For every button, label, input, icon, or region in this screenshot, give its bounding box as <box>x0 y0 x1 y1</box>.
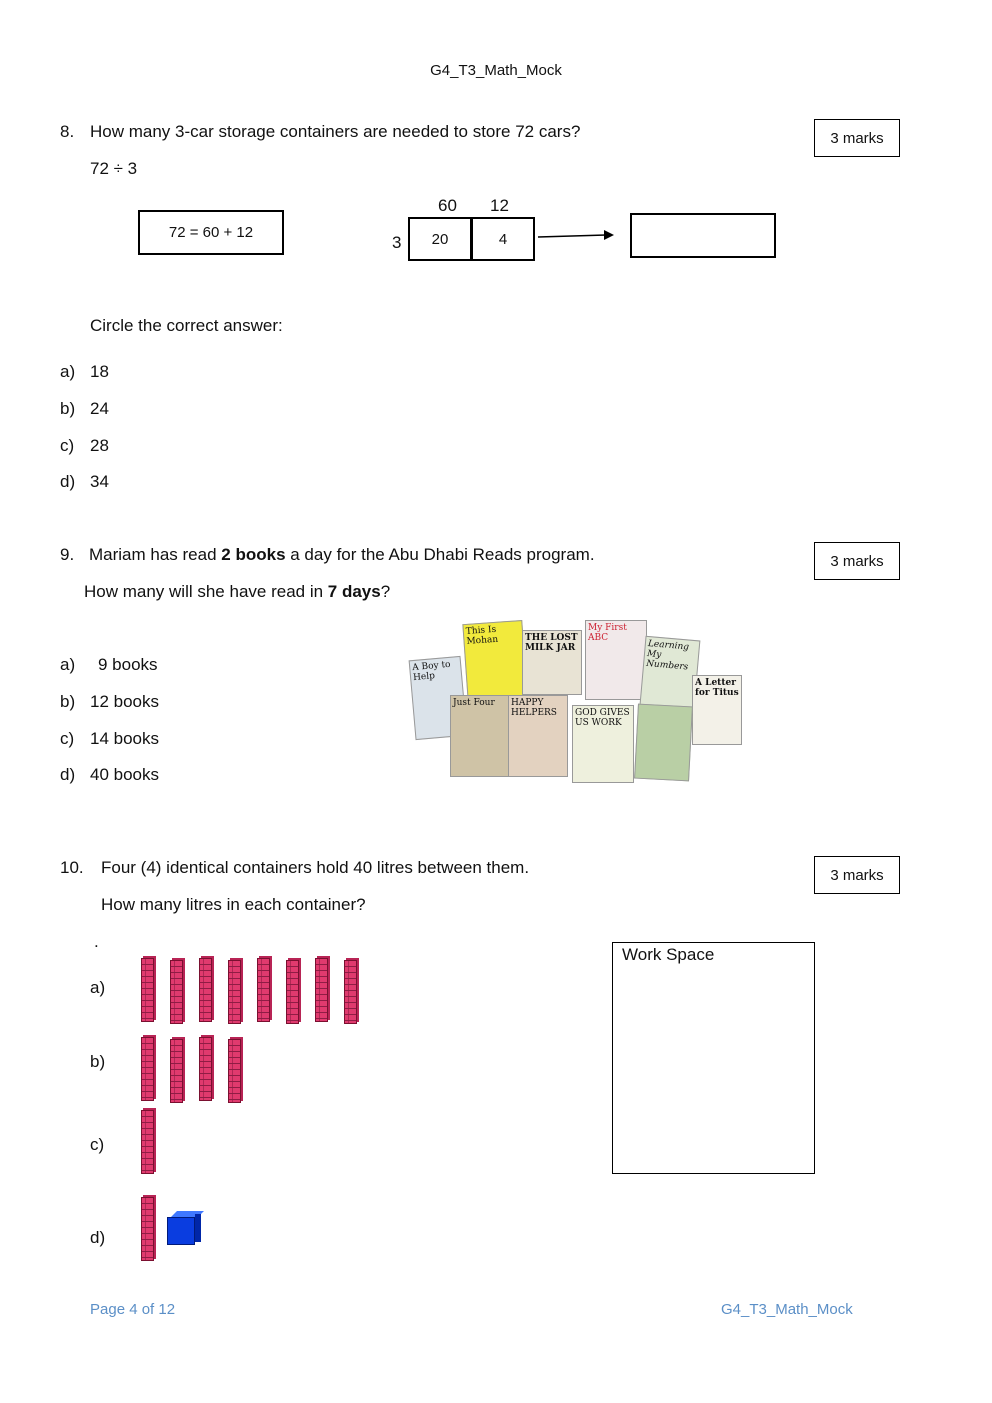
ten-rod <box>228 1039 241 1103</box>
book-cover: THE LOST MILK JAR <box>522 630 582 695</box>
ten-rod <box>141 1037 154 1101</box>
book-cover: Learning My Numbers <box>639 636 701 720</box>
q9-option-d[interactable]: 40 books <box>90 765 159 784</box>
area-model-cell-right: 4 <box>471 217 535 261</box>
area-model-top-right: 12 <box>490 196 509 215</box>
q9-subquestion: How many will she have read in 7 days? <box>84 582 391 601</box>
footer-page-number: Page 4 of 12 <box>90 1301 176 1318</box>
footer-doc-title: G4_T3_Math_Mock <box>721 1301 853 1318</box>
q9-option-b[interactable]: 12 books <box>90 692 159 711</box>
q9-option-a-letter: a) <box>60 655 76 674</box>
work-space-box[interactable] <box>612 942 815 1174</box>
q10-question: Four (4) identical containers hold 40 litres between them. <box>101 858 530 877</box>
q8-option-a[interactable]: 18 <box>90 362 109 381</box>
q9-marks: 3 marks <box>814 542 900 580</box>
arrow-icon <box>536 226 618 246</box>
q9-option-c-letter: c) <box>60 729 75 748</box>
q9-question: Mariam has read 2 books a day for the Abu Dhabi Reads program. <box>89 545 595 564</box>
q9-number: 9. <box>60 545 75 564</box>
q8-expression: 72 ÷ 3 <box>90 159 138 178</box>
q9-option-c[interactable]: 14 books <box>90 729 159 748</box>
area-model-top-left: 60 <box>438 196 457 215</box>
ten-rod <box>286 960 299 1024</box>
decomposition-box: 72 = 60 + 12 <box>138 210 284 255</box>
q10-number: 10. <box>60 858 84 877</box>
q8-answer-box[interactable] <box>630 213 776 258</box>
q8-question: How many 3-car storage containers are needed to store 72 cars? <box>90 122 581 141</box>
area-model-cell-left: 20 <box>408 217 472 261</box>
q8-option-c[interactable]: 28 <box>90 436 109 455</box>
ten-rod <box>170 1039 183 1103</box>
unit-cube <box>167 1217 195 1245</box>
book-cover: HAPPY HELPERS <box>508 695 568 777</box>
q8-option-d-letter: d) <box>60 472 76 491</box>
books-illustration <box>410 620 745 785</box>
ten-rod <box>170 960 183 1024</box>
q10-option-b-letter: b) <box>90 1052 106 1071</box>
ten-rod <box>199 958 212 1022</box>
ten-rod <box>344 960 357 1024</box>
ten-rod <box>228 960 241 1024</box>
q10-dot: . <box>94 932 99 951</box>
ten-rod <box>141 958 154 1022</box>
q9-option-d-letter: d) <box>60 765 76 784</box>
q10-option-a-letter: a) <box>90 978 106 997</box>
ten-rod <box>141 1110 154 1174</box>
ten-rod <box>315 958 328 1022</box>
book-cover: A Boy to Help <box>409 656 468 740</box>
book-cover <box>634 704 693 782</box>
book-cover: GOD GIVES US WORK <box>572 705 634 783</box>
book-cover: Just Four <box>450 695 510 777</box>
q8-option-c-letter: c) <box>60 436 75 455</box>
q9-option-b-letter: b) <box>60 692 76 711</box>
q8-option-d[interactable]: 34 <box>90 472 109 491</box>
q8-option-a-letter: a) <box>60 362 76 381</box>
q9-option-a[interactable]: 9 books <box>98 655 158 674</box>
ten-rod <box>141 1197 154 1261</box>
q10-marks: 3 marks <box>814 856 900 894</box>
work-space-label: Work Space <box>622 945 715 964</box>
ten-rod <box>199 1037 212 1101</box>
q10-subquestion: How many litres in each container? <box>101 895 366 914</box>
book-cover: My First ABC <box>585 620 647 700</box>
q10-option-d-letter: d) <box>90 1228 106 1247</box>
q8-marks: 3 marks <box>814 119 900 157</box>
q10-option-c-letter: c) <box>90 1135 105 1154</box>
ten-rod <box>257 958 270 1022</box>
q8-option-b[interactable]: 24 <box>90 399 109 418</box>
q8-number: 8. <box>60 122 75 141</box>
area-model-divisor: 3 <box>392 233 402 252</box>
book-cover: A Letter for Titus <box>692 675 742 745</box>
q8-option-b-letter: b) <box>60 399 76 418</box>
page-header: G4_T3_Math_Mock <box>430 62 562 79</box>
q8-instruction: Circle the correct answer: <box>90 316 283 335</box>
book-cover: This Is Mohan <box>462 620 527 702</box>
